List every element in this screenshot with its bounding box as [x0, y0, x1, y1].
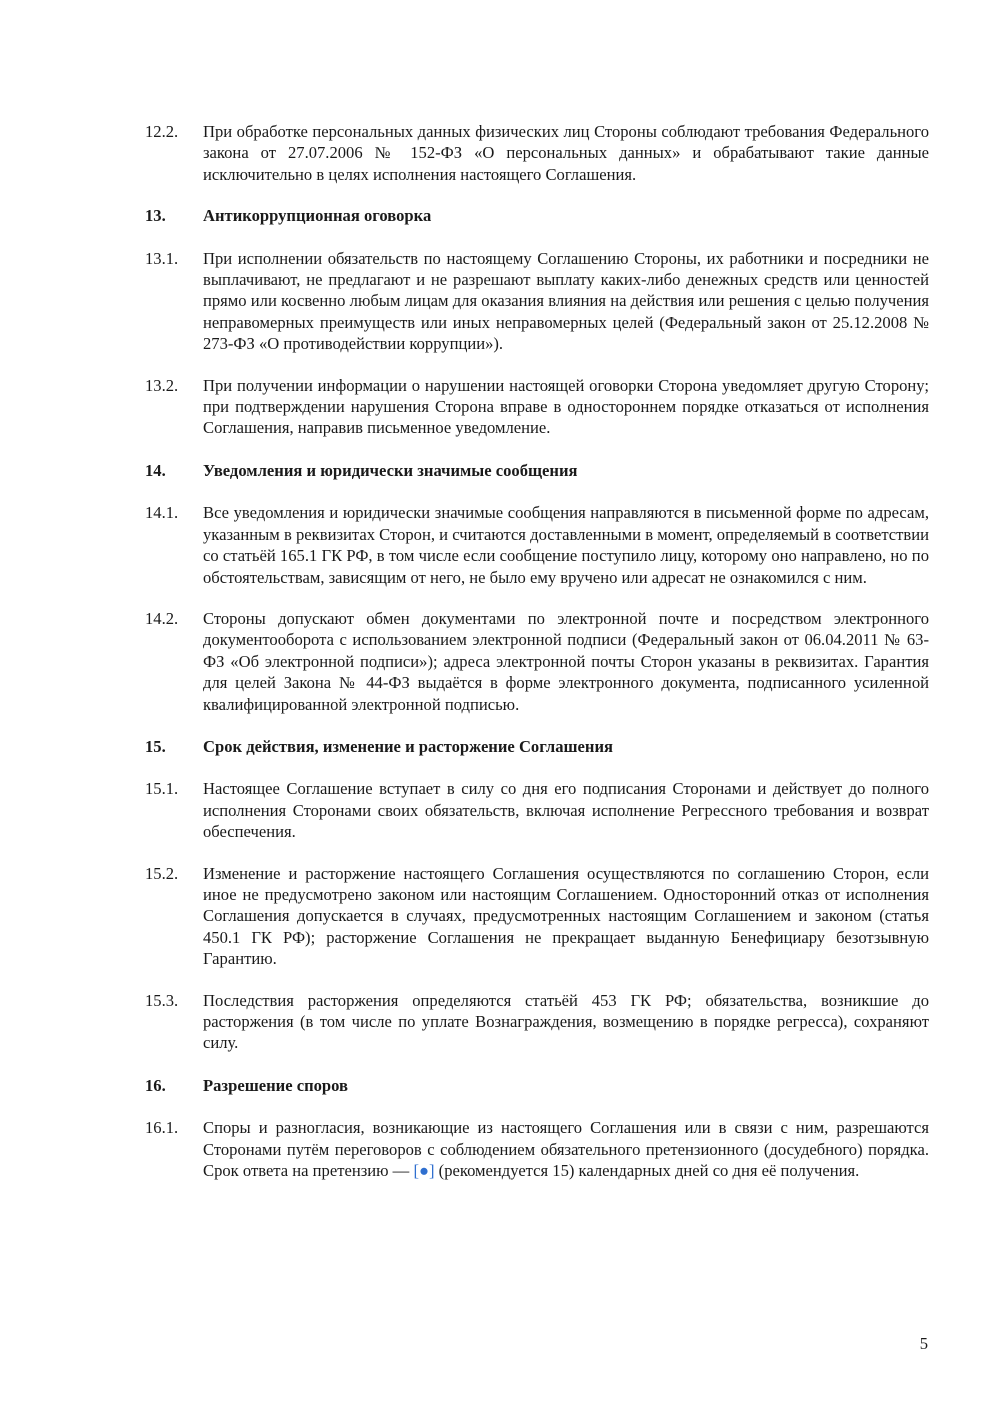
- section-number: 13.: [145, 206, 166, 226]
- page-number: 5: [919, 1334, 928, 1353]
- clause-number: 12.2.: [145, 122, 179, 141]
- clause-text: При исполнении обязательств по настоящему Соглашению Стороны, их работники и посредники не выплачивают, не предлагают и не разрешают выплату каких-либо денежных средств или ценностей прямо или косвенно любым лицам для оказания влияния на действия или решения с целью получения неправомерных преимуществ или иных неправомерных целей (Федеральный закон от 25.12.2008 № 273-ФЗ «О противодействии коррупции»).: [203, 248, 929, 354]
- clause-text: При обработке персональных данных физических лиц Стороны соблюдают требования Федерального закона от 27.07.2006 № 152-ФЗ «О персональных данных» и обрабатывают такие данные исключительно в целях исполнения настоящего Соглашения.: [203, 122, 929, 184]
- clause-number: 13.2.: [145, 375, 179, 395]
- clause-13-1: [145, 248, 929, 355]
- clause-number: 15.2.: [145, 863, 179, 883]
- clause-text: При получении информации о нарушении настоящей оговорки Сторона уведомляет другую Сторону; при подтверждении нарушения Сторона вправе в одностороннем порядке отказаться от исполнения Соглашения, направив письменное уведомление.: [203, 375, 929, 438]
- document-body: [145, 121, 929, 1181]
- section-heading-13: [145, 205, 929, 226]
- clause-number: 15.3.: [145, 990, 179, 1010]
- clause-number: 13.1.: [145, 248, 179, 268]
- section-title: Срок действия, изменение и расторжение Соглашения: [203, 736, 613, 756]
- section-number: 14.: [145, 460, 166, 480]
- clause-14-1: [145, 502, 929, 588]
- clause-12-2: [145, 121, 929, 185]
- section-title: Разрешение споров: [203, 1075, 349, 1095]
- section-title: Антикоррупционная оговорка: [203, 206, 432, 226]
- clause-number: 16.1.: [145, 1118, 179, 1138]
- clause-14-2: [145, 608, 929, 715]
- section-number: 15.: [145, 736, 166, 756]
- clause-13-2: [145, 375, 929, 439]
- clause-text: Стороны допускают обмен документами по электронной почте и посредством электронного документооборота с использованием электронной подписи (Федеральный закон от 06.04.2011 № 63-ФЗ «Об электронной подписи»); адреса электронной почты Сторон указаны в реквизитах. Гарантия для целей Закона № 44-ФЗ выдаётся в форме электронного документа, подписанного усиленной квалифицированной электронной подписью.: [203, 608, 929, 714]
- clause-number: 14.2.: [145, 608, 179, 628]
- section-heading-15: [145, 736, 929, 757]
- clause-text-after: (рекомендуется 15) календарных дней со дня её получения.: [434, 1161, 860, 1181]
- section-heading-16: [145, 1075, 929, 1096]
- clause-16-1: [145, 1117, 929, 1181]
- section-title: Уведомления и юридически значимые сообщения: [203, 460, 578, 480]
- clause-15-1: [145, 778, 929, 842]
- clause-15-2: [145, 863, 929, 970]
- clause-text: Настоящее Соглашение вступает в силу со дня его подписания Сторонами и действует до полного исполнения Сторонами своих обязательств, включая исполнение Регрессного требования и возврат обеспечения.: [203, 779, 929, 842]
- clause-text: Все уведомления и юридически значимые сообщения направляются в письменной форме по адресам, указанным в реквизитах Сторон, и считаются доставленными в момент, определяемый в соответствии со статьёй 165.1 ГК РФ, в том числе если сообщение поступило лицу, которому оно направлено, но по обстоятельствам, зависящим от него, не было ему вручено или адресат не ознакомился с ним.: [203, 503, 929, 587]
- clause-text: Изменение и расторжение настоящего Соглашения осуществляются по соглашению Сторон, если иное не предусмотрено законом или настоящим Соглашением. Односторонний отказ от исполнения Соглашения допускается в случаях, предусмотренных настоящим Соглашением и законом (статья 450.1 ГК РФ); расторжение Соглашения не прекращает выданную Бенефициару безотзывную Гарантию.: [203, 863, 929, 969]
- clause-number: 15.1.: [145, 779, 179, 799]
- clause-number: 14.1.: [145, 503, 179, 523]
- fill-in-placeholder: [●]: [413, 1161, 435, 1181]
- section-number: 16.: [145, 1075, 166, 1095]
- clause-15-3: [145, 990, 929, 1054]
- clause-text-before: Споры и разногласия, возникающие из настоящего Соглашения или в связи с ним, разрешаются Сторонами путём переговоров с соблюдением обязательного претензионного (досудебного) порядка. Срок ответа на претензию —: [203, 1118, 929, 1181]
- clause-text: [203, 1117, 929, 1181]
- section-heading-14: [145, 460, 929, 481]
- clause-text: Последствия расторжения определяются статьёй 453 ГК РФ; обязательства, возникшие до расторжения (в том числе по уплате Вознаграждения, возмещению в порядке регресса), сохраняют силу.: [203, 990, 929, 1053]
